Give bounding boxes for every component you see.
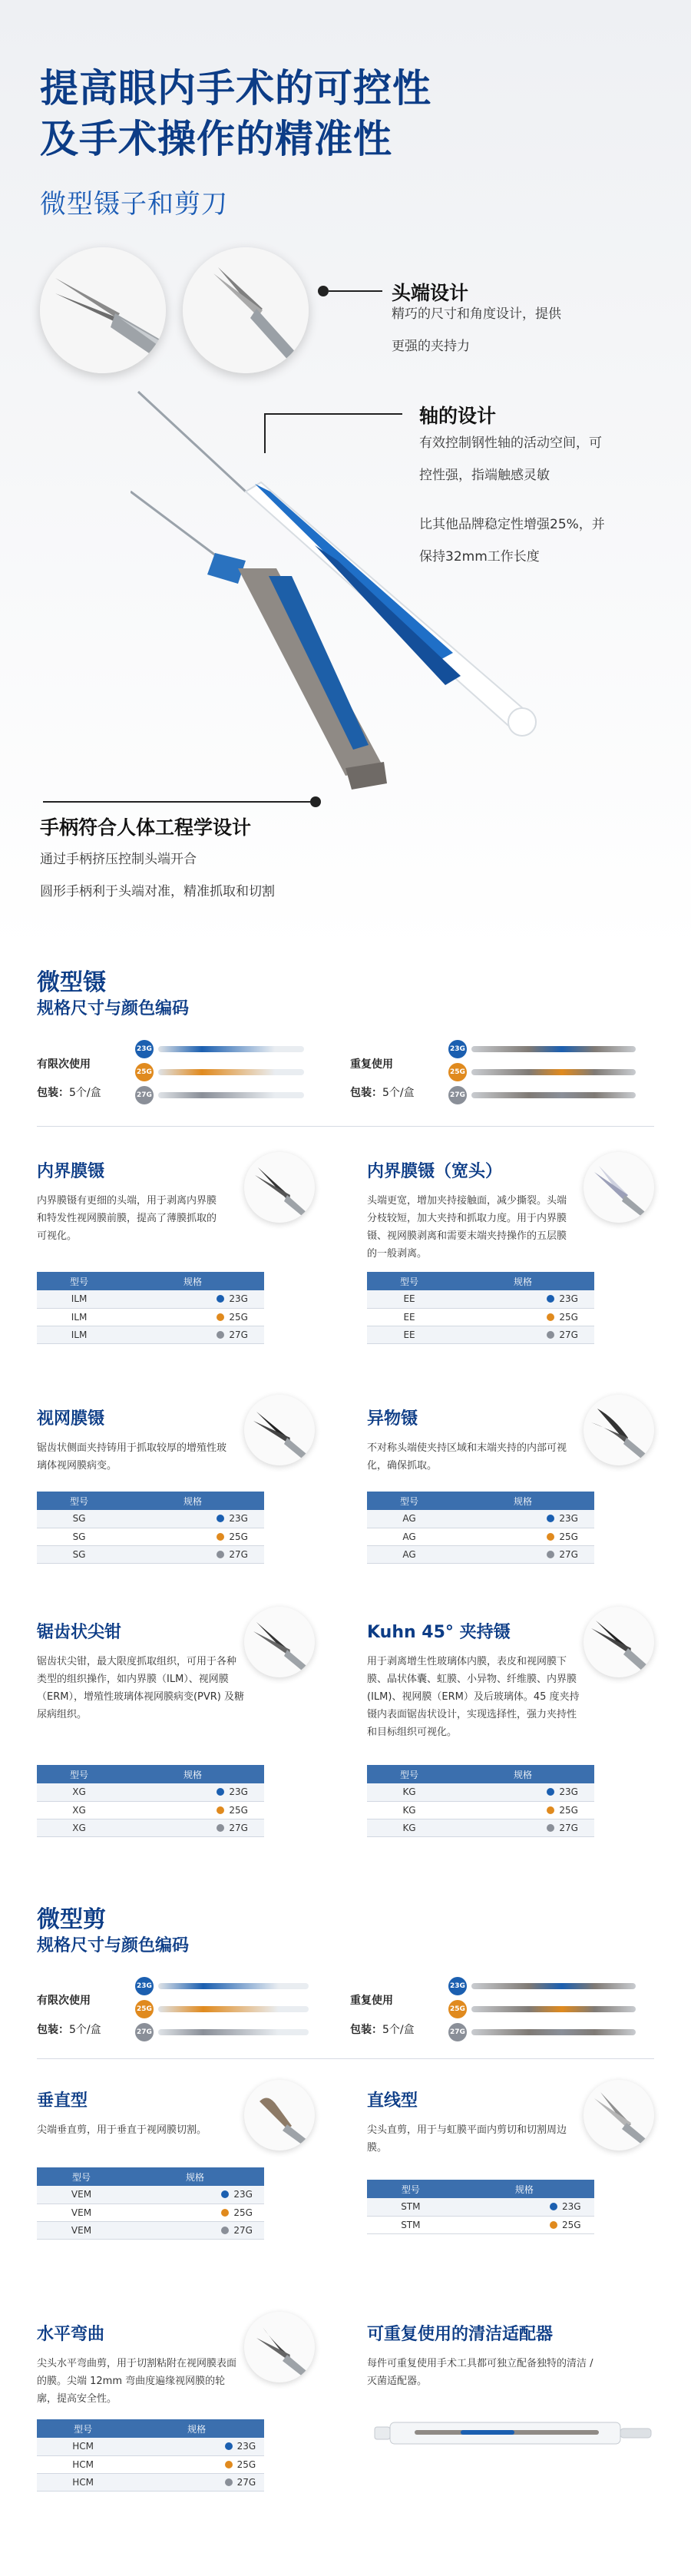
spec-cell	[451, 1819, 594, 1836]
spec-cell	[451, 1528, 594, 1545]
kg-tip-image	[584, 1607, 654, 1677]
table-row	[37, 1308, 264, 1326]
model-cell: HCM	[37, 2438, 129, 2455]
gauge-dot	[550, 2221, 557, 2229]
reusable-forceps-image	[131, 492, 387, 790]
hero-title-line1: 提高眼内手术的可控性	[40, 66, 431, 111]
pack-value: 5个/盒	[382, 1087, 415, 1099]
spec-text: 23G	[236, 2441, 256, 2452]
tip-design-text	[392, 298, 653, 363]
table-row	[37, 1290, 264, 1308]
model-cell: XG	[37, 1801, 121, 1819]
forceps-tip-closeup	[40, 247, 166, 373]
col-model: 型号	[367, 1492, 451, 1510]
spec-text: 27G	[559, 1822, 578, 1833]
vem-name: 垂直型	[37, 2091, 88, 2111]
ag-tip-icon	[584, 1395, 654, 1465]
table-row	[367, 1326, 594, 1343]
spec-cell	[451, 1326, 594, 1343]
vem-tip-image	[244, 2080, 315, 2151]
table-row	[37, 2455, 264, 2473]
spec-text: 25G	[229, 1531, 248, 1542]
hero-subtitle: 微型镊子和剪刀	[40, 189, 228, 220]
reusable-forceps-25g-image	[471, 1069, 636, 1075]
model-cell: SG	[37, 1528, 121, 1545]
ilm-spec-table	[37, 1272, 264, 1344]
forceps-reusable-pack	[350, 1084, 415, 1100]
gauge-dot	[547, 1806, 554, 1814]
spec-text: 23G	[559, 1293, 578, 1305]
col-spec: 规格	[126, 2167, 264, 2186]
gauge-dot	[225, 2478, 233, 2486]
spec-cell	[121, 1290, 264, 1308]
gauge-dot	[547, 1295, 554, 1303]
table-row	[37, 1545, 264, 1563]
kg-tip-icon	[584, 1607, 654, 1677]
instrument-illustration	[131, 384, 560, 814]
tip-callout-dot	[318, 286, 329, 296]
spec-text: 23G	[559, 1513, 578, 1525]
handle-callout-line	[43, 801, 310, 803]
hcm-name: 水平弯曲	[37, 2325, 105, 2344]
adapter-name: 可重复使用的清洁适配器	[367, 2325, 554, 2344]
gauge-dot	[217, 1313, 224, 1321]
spec-cell	[121, 1819, 264, 1836]
model-cell: VEM	[37, 2221, 126, 2239]
handle-design-text	[40, 843, 408, 908]
kg-name: Kuhn 45° 夹持镊	[367, 1623, 511, 1642]
model-cell: STM	[367, 2198, 455, 2216]
forceps-limited-label: 有限次使用	[37, 1058, 91, 1071]
gauge-dot	[547, 1313, 554, 1321]
col-model: 型号	[367, 1765, 451, 1783]
gauge-25-bubble: 25G	[448, 1063, 467, 1081]
table-row	[37, 2221, 264, 2239]
spec-cell	[451, 1290, 594, 1308]
stm-tip-image	[584, 2080, 654, 2151]
spec-text: 25G	[559, 1804, 578, 1816]
model-cell: XG	[37, 1783, 121, 1801]
gauge-dot	[550, 2203, 557, 2210]
gauge-dot	[547, 1331, 554, 1339]
col-spec: 规格	[121, 1272, 264, 1290]
table-row	[367, 2198, 594, 2216]
handle-callout-dot	[310, 796, 321, 807]
spec-text: 27G	[229, 1822, 248, 1833]
spec-cell	[451, 1308, 594, 1326]
vem-tip-icon	[244, 2080, 315, 2151]
kg-spec-table	[367, 1765, 594, 1837]
gauge-23-bubble: 23G	[448, 1977, 467, 1995]
pack-value: 5个/盒	[382, 2024, 415, 2036]
hcm-tip-image	[244, 2312, 315, 2382]
table-row	[37, 2438, 264, 2455]
spec-cell	[129, 2473, 264, 2491]
pack-value: 5个/盒	[69, 2024, 101, 2036]
spec-cell	[121, 1801, 264, 1819]
model-cell: VEM	[37, 2204, 126, 2221]
scissors-tip-image	[183, 247, 309, 373]
gauge-27-bubble: 27G	[135, 1086, 154, 1104]
col-spec: 规格	[121, 1765, 264, 1783]
gauge-dot	[221, 2190, 229, 2198]
gauge-25-bubble: 25G	[448, 2000, 467, 2018]
gauge-25-bubble: 25G	[135, 1063, 154, 1081]
col-model: 型号	[37, 2419, 129, 2438]
forceps-25g-image	[158, 1069, 304, 1075]
shaft-design-line1: 有效控制钢性轴的活动空间，可	[419, 435, 602, 451]
gauge-dot	[217, 1551, 224, 1558]
ee-tip-icon	[584, 1152, 654, 1223]
xg-name: 锯齿状尖钳	[37, 1623, 122, 1642]
spec-text: 25G	[559, 1311, 578, 1323]
spec-cell	[126, 2186, 264, 2204]
spec-text: 25G	[559, 1531, 578, 1542]
stm-tip-icon	[584, 2080, 654, 2151]
model-cell: AG	[367, 1528, 451, 1545]
spec-text: 25G	[233, 2207, 253, 2218]
reusable-forceps-27g-image	[471, 1092, 636, 1098]
hero-title	[40, 63, 431, 164]
table-row	[37, 2186, 264, 2204]
spec-cell	[121, 1308, 264, 1326]
sg-desc: 锯齿状侧面夹持铸用于抓取较厚的增殖性玻璃体视网膜病变。	[37, 1442, 227, 1472]
ee-spec-table	[367, 1272, 594, 1344]
handle-design-title: 手柄符合人体工程学设计	[40, 816, 252, 839]
reusable-forceps-23g-image	[471, 1046, 636, 1052]
col-model: 型号	[37, 1272, 121, 1290]
table-row	[37, 2473, 264, 2491]
model-cell: XG	[37, 1819, 121, 1836]
ag-tip-image	[584, 1395, 654, 1465]
spec-cell	[121, 1510, 264, 1528]
hero-section	[0, 0, 691, 952]
spec-cell	[129, 2455, 264, 2473]
shaft-design-line3: 比其他品牌稳定性增强25%，并	[419, 517, 605, 532]
col-model: 型号	[367, 1272, 451, 1290]
gauge-27-bubble: 27G	[448, 1086, 467, 1104]
gauge-dot	[225, 2442, 233, 2450]
spec-text: 25G	[236, 2458, 256, 2470]
model-cell: STM	[367, 2216, 455, 2233]
model-cell: HCM	[37, 2455, 129, 2473]
forceps-limited-pack	[37, 1084, 101, 1100]
model-cell: EE	[367, 1290, 451, 1308]
forceps-section-subtitle: 规格尺寸与颜色编码	[37, 999, 190, 1018]
table-row	[37, 1801, 264, 1819]
col-spec: 规格	[451, 1765, 594, 1783]
pack-label: 包装：	[350, 2024, 382, 2036]
reusable-scissors-23g-image	[471, 1983, 636, 1989]
gauge-dot	[547, 1551, 554, 1558]
model-cell: ILM	[37, 1308, 121, 1326]
gauge-dot	[221, 2227, 229, 2234]
gauge-dot	[217, 1331, 224, 1339]
spec-cell	[126, 2221, 264, 2239]
vem-desc: 尖端垂直剪，用于垂直于视网膜切割。	[37, 2124, 207, 2136]
table-row	[367, 1510, 594, 1528]
gauge-27-bubble: 27G	[448, 2023, 467, 2041]
gauge-dot	[547, 1515, 554, 1522]
xg-tip-icon	[244, 1607, 315, 1677]
table-row	[367, 1290, 594, 1308]
model-cell: AG	[367, 1545, 451, 1563]
pack-value: 5个/盒	[69, 1087, 101, 1099]
tip-design-line1: 精巧的尺寸和角度设计，提供	[392, 306, 561, 322]
ag-spec-table	[367, 1492, 594, 1564]
pack-label: 包装：	[37, 1087, 69, 1099]
scissors-23g-image	[158, 1983, 309, 1989]
col-model: 型号	[367, 2180, 455, 2198]
spec-cell	[451, 1783, 594, 1801]
model-cell: HCM	[37, 2473, 129, 2491]
scissors-27g-image	[158, 2029, 309, 2035]
model-cell: KG	[367, 1801, 451, 1819]
forceps-section-title: 微型镊	[37, 969, 106, 996]
tip-callout-line	[329, 290, 382, 292]
forceps-reusable-label: 重复使用	[350, 1058, 393, 1071]
table-row	[37, 2204, 264, 2221]
col-spec: 规格	[129, 2419, 264, 2438]
spec-text: 27G	[229, 1548, 248, 1560]
model-cell: VEM	[37, 2186, 126, 2204]
gauge-dot	[217, 1515, 224, 1522]
model-cell: ILM	[37, 1326, 121, 1343]
shaft-design-title: 轴的设计	[419, 405, 497, 427]
gauge-dot	[217, 1533, 224, 1541]
gauge-23-bubble: 23G	[448, 1040, 467, 1058]
gauge-dot	[547, 1824, 554, 1832]
sg-name: 视网膜镊	[37, 1409, 105, 1429]
table-row	[37, 1783, 264, 1801]
gauge-dot	[217, 1806, 224, 1814]
tip-design-title: 头端设计	[392, 282, 469, 304]
hcm-spec-table	[37, 2419, 264, 2492]
col-model: 型号	[37, 1765, 121, 1783]
gauge-dot	[217, 1824, 224, 1832]
model-cell: KG	[367, 1819, 451, 1836]
scissors-section-subtitle: 规格尺寸与颜色编码	[37, 1936, 190, 1955]
hcm-desc: 尖头水平弯曲剪，用于切割粘附在视网膜表面的膜。尖端 12mm 弯曲度遍缘视网膜的轮廓，提高安全性。	[37, 2358, 237, 2405]
table-row	[367, 1528, 594, 1545]
ilm-tip-icon	[244, 1152, 315, 1223]
spec-text: 23G	[229, 1786, 248, 1798]
col-spec: 规格	[451, 1492, 594, 1510]
section-divider	[37, 2058, 654, 2059]
ilm-name: 内界膜镊	[37, 1162, 105, 1181]
ilm-tip-image	[244, 1152, 315, 1223]
table-row	[37, 1326, 264, 1343]
spec-text: 27G	[559, 1548, 578, 1560]
spec-text: 25G	[229, 1311, 248, 1323]
model-cell: KG	[367, 1783, 451, 1801]
shaft-design-line4: 保持32mm工作长度	[419, 549, 540, 565]
stm-spec-table	[367, 2180, 594, 2234]
spec-cell	[126, 2204, 264, 2221]
forceps-tip-image	[40, 247, 166, 373]
spec-cell	[455, 2216, 594, 2233]
spec-text: 23G	[562, 2201, 581, 2213]
kg-desc: 用于剥离增生性玻璃体内膜，表皮和视网膜下膜、晶状体囊、虹膜、小异物、纤维膜、内界膜 (ILM)、视网膜（ERM）及后玻璃体。45 度夹持镊内表面锯齿状设计，实现选择性，强力夹持性和目标组织可视化。	[367, 1656, 580, 1738]
reusable-scissors-25g-image	[471, 2006, 636, 2012]
spec-text: 27G	[559, 1329, 578, 1340]
spec-text: 25G	[229, 1804, 248, 1816]
model-cell: EE	[367, 1326, 451, 1343]
col-spec: 规格	[451, 1272, 594, 1290]
model-cell: EE	[367, 1308, 451, 1326]
gauge-23-bubble: 23G	[135, 1040, 154, 1058]
spec-text: 27G	[229, 1329, 248, 1340]
hcm-tip-icon	[244, 2312, 315, 2382]
spec-cell	[451, 1545, 594, 1563]
xg-tip-image	[244, 1607, 315, 1677]
forceps-27g-image	[158, 1092, 304, 1098]
gauge-dot	[221, 2209, 229, 2217]
ag-desc: 不对称头端使夹持区域和末端夹持的内部可视化，确保抓取。	[367, 1442, 567, 1472]
ilm-desc: 内界膜镊有更细的头端，用于剥离内界膜和特发性视网膜前膜，提高了薄膜抓取的可视化。	[37, 1195, 217, 1242]
spec-text: 23G	[229, 1293, 248, 1305]
sg-spec-table	[37, 1492, 264, 1564]
vem-spec-table	[37, 2167, 264, 2240]
gauge-dot	[225, 2461, 233, 2468]
gauge-dot	[217, 1788, 224, 1796]
table-row	[37, 1528, 264, 1545]
adapter-desc: 每件可重复使用手术工具都可独立配备独特的清洁 / 灭菌适配器。	[367, 2358, 593, 2387]
reusable-scissors-27g-image	[471, 2029, 636, 2035]
spec-cell	[455, 2198, 594, 2216]
scissors-reusable-label: 重复使用	[350, 1995, 393, 2007]
table-row	[367, 1308, 594, 1326]
gauge-dot	[547, 1533, 554, 1541]
hero-title-line2: 及手术操作的精准性	[40, 117, 392, 161]
cleaning-adapter-image	[369, 2412, 660, 2461]
spec-cell	[121, 1545, 264, 1563]
gauge-dot	[217, 1295, 224, 1303]
section-divider	[37, 1126, 654, 1127]
scissors-limited-pack	[37, 2021, 101, 2037]
scissors-25g-image	[158, 2006, 309, 2012]
spec-text: 25G	[562, 2219, 581, 2230]
col-spec: 规格	[455, 2180, 594, 2198]
col-model: 型号	[37, 2167, 126, 2186]
spec-text: 23G	[233, 2189, 253, 2200]
gauge-23-bubble: 23G	[135, 1977, 154, 1995]
spec-cell	[121, 1326, 264, 1343]
scissors-section-title: 微型剪	[37, 1906, 106, 1933]
table-row	[37, 1510, 264, 1528]
sg-tip-image	[244, 1395, 315, 1465]
col-spec: 规格	[121, 1492, 264, 1510]
scissors-tip-closeup	[183, 247, 309, 373]
table-row	[367, 2216, 594, 2233]
spec-text: 23G	[559, 1786, 578, 1798]
stm-name: 直线型	[367, 2091, 418, 2111]
table-row	[367, 1801, 594, 1819]
model-cell: SG	[37, 1545, 121, 1563]
ag-name: 异物镊	[367, 1409, 418, 1429]
table-row	[37, 1819, 264, 1836]
spec-text: 27G	[236, 2476, 256, 2488]
model-cell: SG	[37, 1510, 121, 1528]
ee-tip-image	[584, 1152, 654, 1223]
spec-cell	[121, 1783, 264, 1801]
ee-desc: 头端更宽，增加夹持接触面，减少撕裂。头端分枝较短，加大夹持和抓取力度。用于内界膜镊、视网膜剥离和需要末端夹持操作的五层膜的一般剥离。	[367, 1195, 567, 1260]
spec-cell	[121, 1528, 264, 1545]
shaft-design-line2: 控性强，指端触感灵敏	[419, 468, 550, 483]
handle-design-line1: 通过手柄挤压控制头端开合	[40, 852, 197, 867]
stm-desc: 尖头直剪，用于与虹膜平面内剪切和切割周边膜。	[367, 2124, 567, 2154]
handle-design-line2: 圆形手柄利于头端对准，精准抓取和切割	[40, 884, 275, 899]
scissors-reusable-pack	[350, 2021, 415, 2037]
model-cell: ILM	[37, 1290, 121, 1308]
scissors-limited-label: 有限次使用	[37, 1995, 91, 2007]
spec-cell	[451, 1510, 594, 1528]
spec-text: 23G	[229, 1513, 248, 1525]
table-row	[367, 1545, 594, 1563]
gauge-25-bubble: 25G	[135, 2000, 154, 2018]
model-cell: AG	[367, 1510, 451, 1528]
tip-design-line2: 更强的夹持力	[392, 339, 470, 354]
table-row	[367, 1819, 594, 1836]
pack-label: 包装：	[350, 1087, 382, 1099]
gauge-27-bubble: 27G	[135, 2023, 154, 2041]
ee-name: 内界膜镊（宽头）	[367, 1162, 503, 1181]
table-row	[367, 1783, 594, 1801]
xg-spec-table	[37, 1765, 264, 1837]
spec-cell	[129, 2438, 264, 2455]
sg-tip-icon	[244, 1395, 315, 1465]
spec-text: 27G	[233, 2224, 253, 2236]
xg-desc: 锯齿状尖钳，最大限度抓取组织，可用于各种类型的组织操作，如内界膜（ILM）、视网膜（ERM），增殖性玻璃体视网膜病变(PVR) 及糖尿病组织。	[37, 1656, 245, 1720]
spec-cell	[451, 1801, 594, 1819]
gauge-dot	[547, 1788, 554, 1796]
col-model: 型号	[37, 1492, 121, 1510]
forceps-23g-image	[158, 1046, 304, 1052]
pack-label: 包装：	[37, 2024, 69, 2036]
